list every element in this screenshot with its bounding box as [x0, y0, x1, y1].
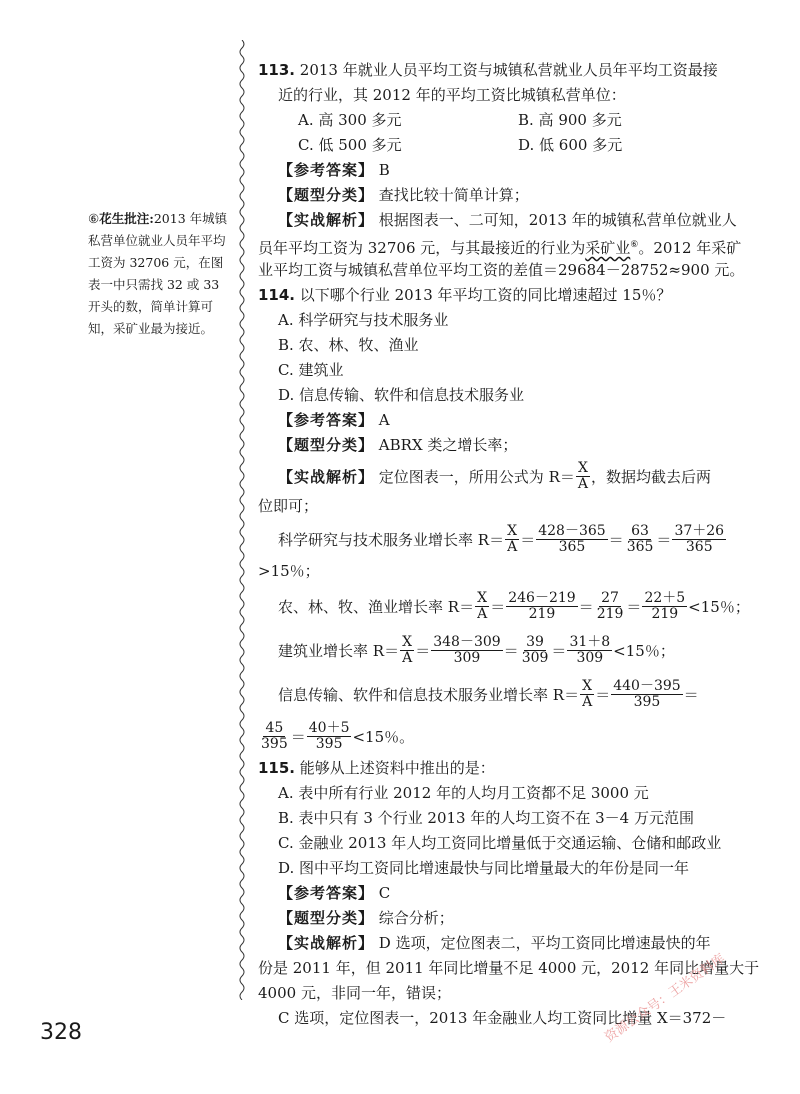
q115-stem: 115. 能够从上述资料中推出的是： — [258, 759, 495, 777]
q114-analysis-line1: 【实战解析】 定位图表一，所用公式为 R＝ $\frac{X}{A}$ ，数据均截去后两 — [278, 459, 712, 492]
q113-type: 【题型分类】 查找比较十简单计算； — [278, 186, 529, 204]
q114-option-d: D. 信息传输、软件和信息技术服务业 — [278, 386, 525, 404]
q114-type: 【题型分类】 ABRX 类之增长率； — [278, 436, 518, 454]
q114-calc4: 信息传输、软件和信息技术服务业增长率 R＝ $\frac{X}{A}$ ＝ $\frac{440-395}{395}$ ＝ — [278, 677, 699, 710]
q114-option-a: A. 科学研究与技术服务业 — [278, 311, 449, 329]
q114-option-c: C. 建筑业 — [278, 361, 344, 379]
q115-answer: 【参考答案】 C — [278, 884, 391, 902]
q114-calc4-tail: $\frac{45}{395}$ ＝ $\frac{40+5}{395}$ <15％。 — [261, 719, 415, 752]
q114-calc2: 农、林、牧、渔业增长率 R＝ $\frac{X}{A}$ ＝ $\frac{246-219}{219}$ ＝ $\frac{27}{219}$ ＝ $\frac{22+5}{219}$ <15％； — [278, 589, 750, 622]
q114-calc3: 建筑业增长率 R＝ $\frac{X}{A}$ ＝ $\frac{348-309}{309}$ ＝ $\frac{39}{309}$ ＝ $\frac{31+8}{309}$ <15％； — [278, 633, 675, 666]
q114-calc1: 科学研究与技术服务业增长率 R＝ $\frac{X}{A}$ ＝ $\frac{428-365}{365}$ ＝ $\frac{63}{365}$ ＝ $\frac{37+26}{365}$ — [278, 522, 725, 555]
q115-option-c: C. 金融业 2013 年人均工资同比增量低于交通运输、仓储和邮政业 — [278, 834, 722, 852]
q113-options-ab: A. 高 300 多元 B. 高 900 多元 — [298, 111, 622, 129]
q115-analysis-line1: 【实战解析】 D 选项，定位图表二，平均工资同比增速最快的年 — [278, 934, 711, 952]
sidebar-note — [88, 208, 234, 340]
note-label: 花生批注: — [99, 211, 154, 226]
q114-calc1-tail: >15％； — [258, 562, 320, 580]
q113-analysis-line2: 员年平均工资为 32706 元，与其最接近的行业为采矿业⑥。2012 年采矿 — [258, 239, 742, 257]
q113-analysis-line1: 【实战解析】 根据图表一、二可知，2013 年的城镇私营单位就业人 — [278, 211, 737, 229]
q113-stem-line1: 113. 2013 年就业人员平均工资与城镇私营就业人员年平均工资最接 — [258, 61, 718, 79]
main-content — [258, 58, 760, 1031]
q113-analysis-line3: 业平均工资与城镇私营单位平均工资的差值＝29684－28752≈900 元。 — [258, 261, 745, 279]
q115-type: 【题型分类】 综合分析； — [278, 909, 454, 927]
q115-analysis-line2: 份是 2011 年，但 2011 年同比增量不足 4000 元，2012 年同比增量大于 — [258, 959, 760, 977]
q114-analysis-line2: 位即可； — [258, 497, 319, 515]
q115-option-a: A. 表中所有行业 2012 年的人均月工资都不足 3000 元 — [278, 784, 649, 802]
note-text: 2013 年城镇私营单位就业人员年平均工资为 32706 元，在图表一中只需找 32 或 33 开头的数，简单计算可知，采矿业最为接近。 — [88, 211, 228, 336]
note-marker: ⑥ — [88, 211, 100, 226]
q113-options-cd: C. 低 500 多元 D. 低 600 多元 — [298, 136, 623, 154]
q113-stem-line2: 近的行业，其 2012 年的平均工资比城镇私营单位： — [278, 86, 626, 104]
q113-answer: 【参考答案】 B — [278, 161, 390, 179]
q115-analysis-line3: 4000 元，非同一年，错误； — [258, 984, 451, 1002]
q115-option-d: D. 图中平均工资同比增速最快与同比增量最大的年份是同一年 — [278, 859, 690, 877]
q114-stem: 114. 以下哪个行业 2013 年平均工资的同比增速超过 15％？ — [258, 286, 672, 304]
q114-answer: 【参考答案】 A — [278, 411, 390, 429]
q114-option-b: B. 农、林、牧、渔业 — [278, 336, 419, 354]
watermark: 资源公众号：王米资料库 — [602, 951, 729, 1046]
wavy-divider — [236, 40, 248, 1000]
q115-option-b: B. 表中只有 3 个行业 2013 年的人均工资不在 3－4 万元范围 — [278, 809, 694, 827]
q115-analysis-line4: C 选项，定位图表一，2013 年金融业人均工资同比增量 X＝372－ — [278, 1009, 727, 1027]
page-number: 328 — [40, 1020, 82, 1045]
